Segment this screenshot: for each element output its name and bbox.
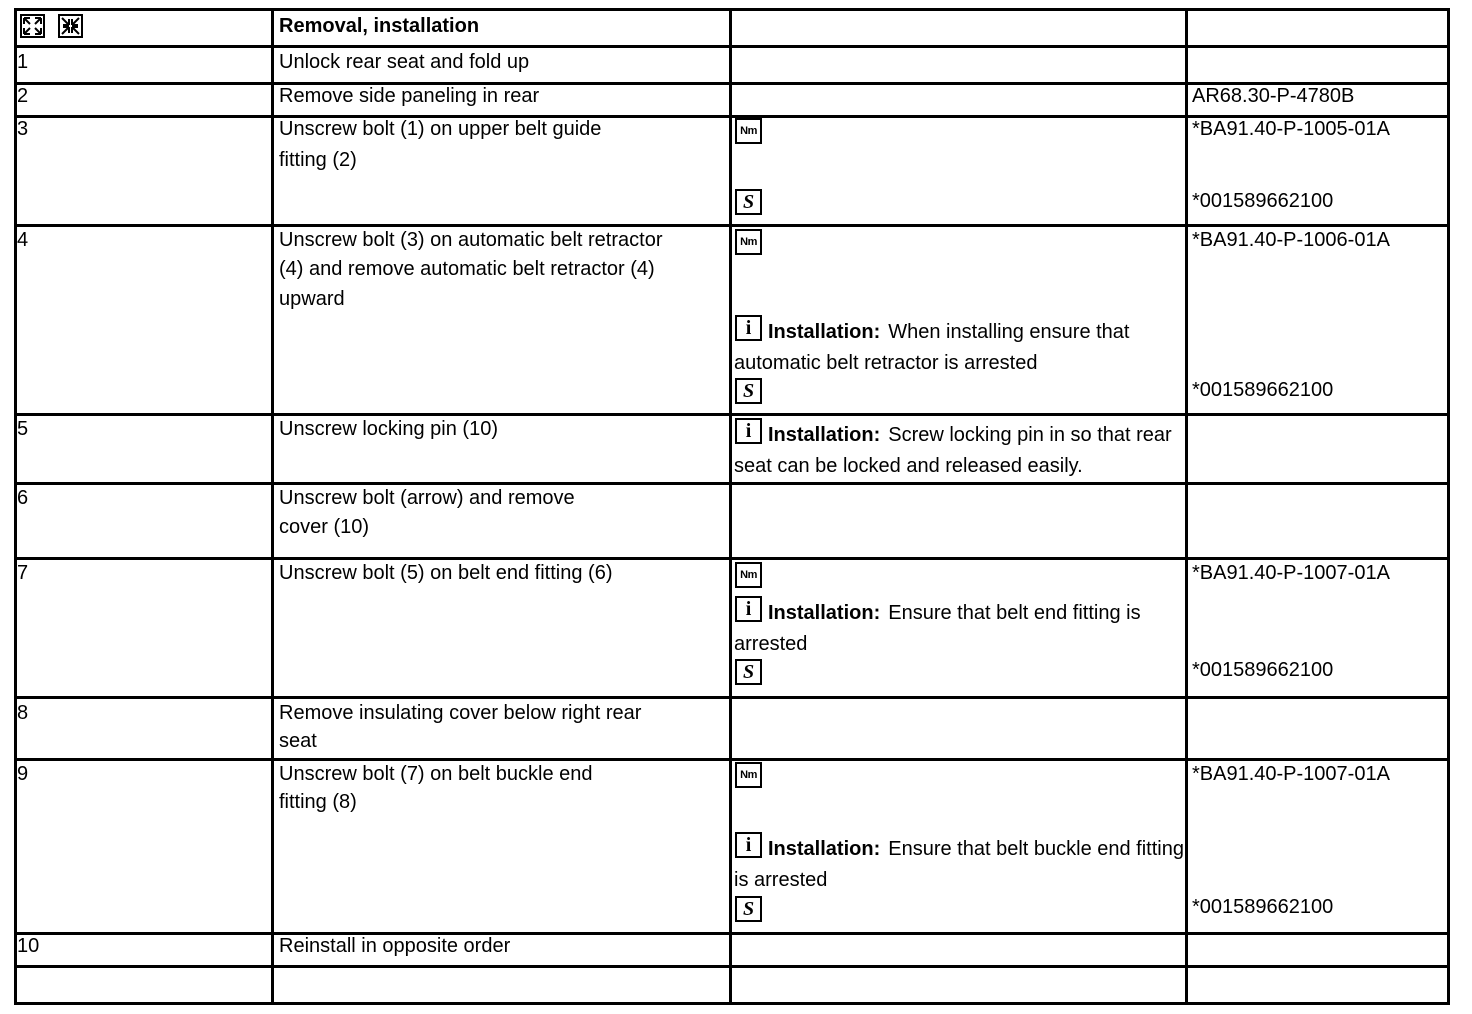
- special-tool-link[interactable]: *001589662100: [1192, 896, 1334, 918]
- step-number: 6: [17, 487, 29, 509]
- step-text: Unscrew bolt (5) on belt end fitting (6): [279, 562, 613, 584]
- step-text: Unscrew locking pin (10): [279, 418, 498, 440]
- step-number: 5: [17, 418, 29, 440]
- step-number: 1: [17, 51, 29, 73]
- installation-note: [734, 598, 1184, 660]
- note-label: Installation:: [768, 602, 881, 624]
- row-divider: [14, 965, 1450, 968]
- step-text: seat: [279, 730, 317, 752]
- step-number: 2: [17, 85, 29, 107]
- document-reference-link[interactable]: AR68.30-P-4780B: [1192, 85, 1355, 107]
- column-divider: [729, 8, 732, 1005]
- special-tool-icon[interactable]: S: [735, 896, 762, 922]
- step-text: Remove side paneling in rear: [279, 85, 540, 107]
- info-icon: i: [735, 596, 762, 622]
- table-border: [14, 1002, 1450, 1005]
- torque-icon[interactable]: Nm: [735, 562, 762, 588]
- special-tool-icon[interactable]: S: [735, 659, 762, 685]
- step-number: 4: [17, 229, 29, 251]
- step-text: fitting (2): [279, 149, 357, 171]
- step-number: 7: [17, 562, 29, 584]
- installation-note: [734, 834, 1184, 896]
- column-divider: [271, 8, 274, 1005]
- row-divider: [14, 45, 1450, 48]
- step-text: (4) and remove automatic belt retractor (4): [279, 258, 655, 280]
- special-tool-icon[interactable]: S: [735, 189, 762, 215]
- special-tool-link[interactable]: *001589662100: [1192, 659, 1334, 681]
- step-text: Unscrew bolt (7) on belt buckle end: [279, 763, 593, 785]
- step-number: 10: [17, 935, 40, 957]
- note-text: Ensure that belt buckle end fitting is arrested: [734, 838, 1184, 891]
- row-divider: [14, 413, 1450, 416]
- torque-icon[interactable]: Nm: [735, 229, 762, 255]
- step-number: 3: [17, 118, 29, 140]
- special-tool-link[interactable]: *001589662100: [1192, 379, 1334, 401]
- step-number: 9: [17, 763, 29, 785]
- table-border: [14, 8, 1450, 11]
- step-text: Remove insulating cover below right rear: [279, 702, 642, 724]
- table-border: [1447, 8, 1450, 1005]
- note-text: When installing ensure that automatic belt retractor is arrested: [734, 321, 1130, 374]
- torque-spec-link[interactable]: *BA91.40-P-1007-01A: [1192, 562, 1390, 584]
- column-divider: [1185, 8, 1188, 1005]
- torque-icon[interactable]: Nm: [735, 118, 762, 144]
- step-text: Unlock rear seat and fold up: [279, 51, 530, 73]
- table-title: Removal, installation: [279, 15, 480, 37]
- info-icon: i: [735, 315, 762, 341]
- note-label: Installation:: [768, 838, 881, 860]
- step-text: fitting (8): [279, 791, 357, 813]
- step-number: 8: [17, 702, 29, 724]
- installation-note: [734, 317, 1184, 379]
- torque-spec-link[interactable]: *BA91.40-P-1007-01A: [1192, 763, 1390, 785]
- step-text: cover (10): [279, 516, 370, 538]
- step-text: Unscrew bolt (1) on upper belt guide: [279, 118, 602, 140]
- step-text: Unscrew bolt (3) on automatic belt retractor: [279, 229, 663, 251]
- special-tool-link[interactable]: *001589662100: [1192, 190, 1334, 212]
- row-divider: [14, 696, 1450, 699]
- note-label: Installation:: [768, 321, 881, 343]
- expand-all-icon[interactable]: [20, 14, 45, 38]
- row-divider: [14, 482, 1450, 485]
- info-icon: i: [735, 418, 762, 444]
- note-text: Ensure that belt end fitting is arrested: [734, 602, 1141, 655]
- collapse-all-icon[interactable]: [58, 14, 83, 38]
- installation-note: [734, 420, 1184, 482]
- info-icon: i: [735, 832, 762, 858]
- special-tool-icon[interactable]: S: [735, 378, 762, 404]
- torque-spec-link[interactable]: *BA91.40-P-1006-01A: [1192, 229, 1390, 251]
- note-text: Screw locking pin in so that rear seat can be locked and released easily.: [734, 424, 1172, 477]
- step-text: Reinstall in opposite order: [279, 935, 511, 957]
- step-text: Unscrew bolt (arrow) and remove: [279, 487, 575, 509]
- row-divider: [14, 932, 1450, 935]
- torque-spec-link[interactable]: *BA91.40-P-1005-01A: [1192, 118, 1390, 140]
- note-label: Installation:: [768, 424, 881, 446]
- torque-icon[interactable]: Nm: [735, 762, 762, 788]
- step-text: upward: [279, 288, 345, 310]
